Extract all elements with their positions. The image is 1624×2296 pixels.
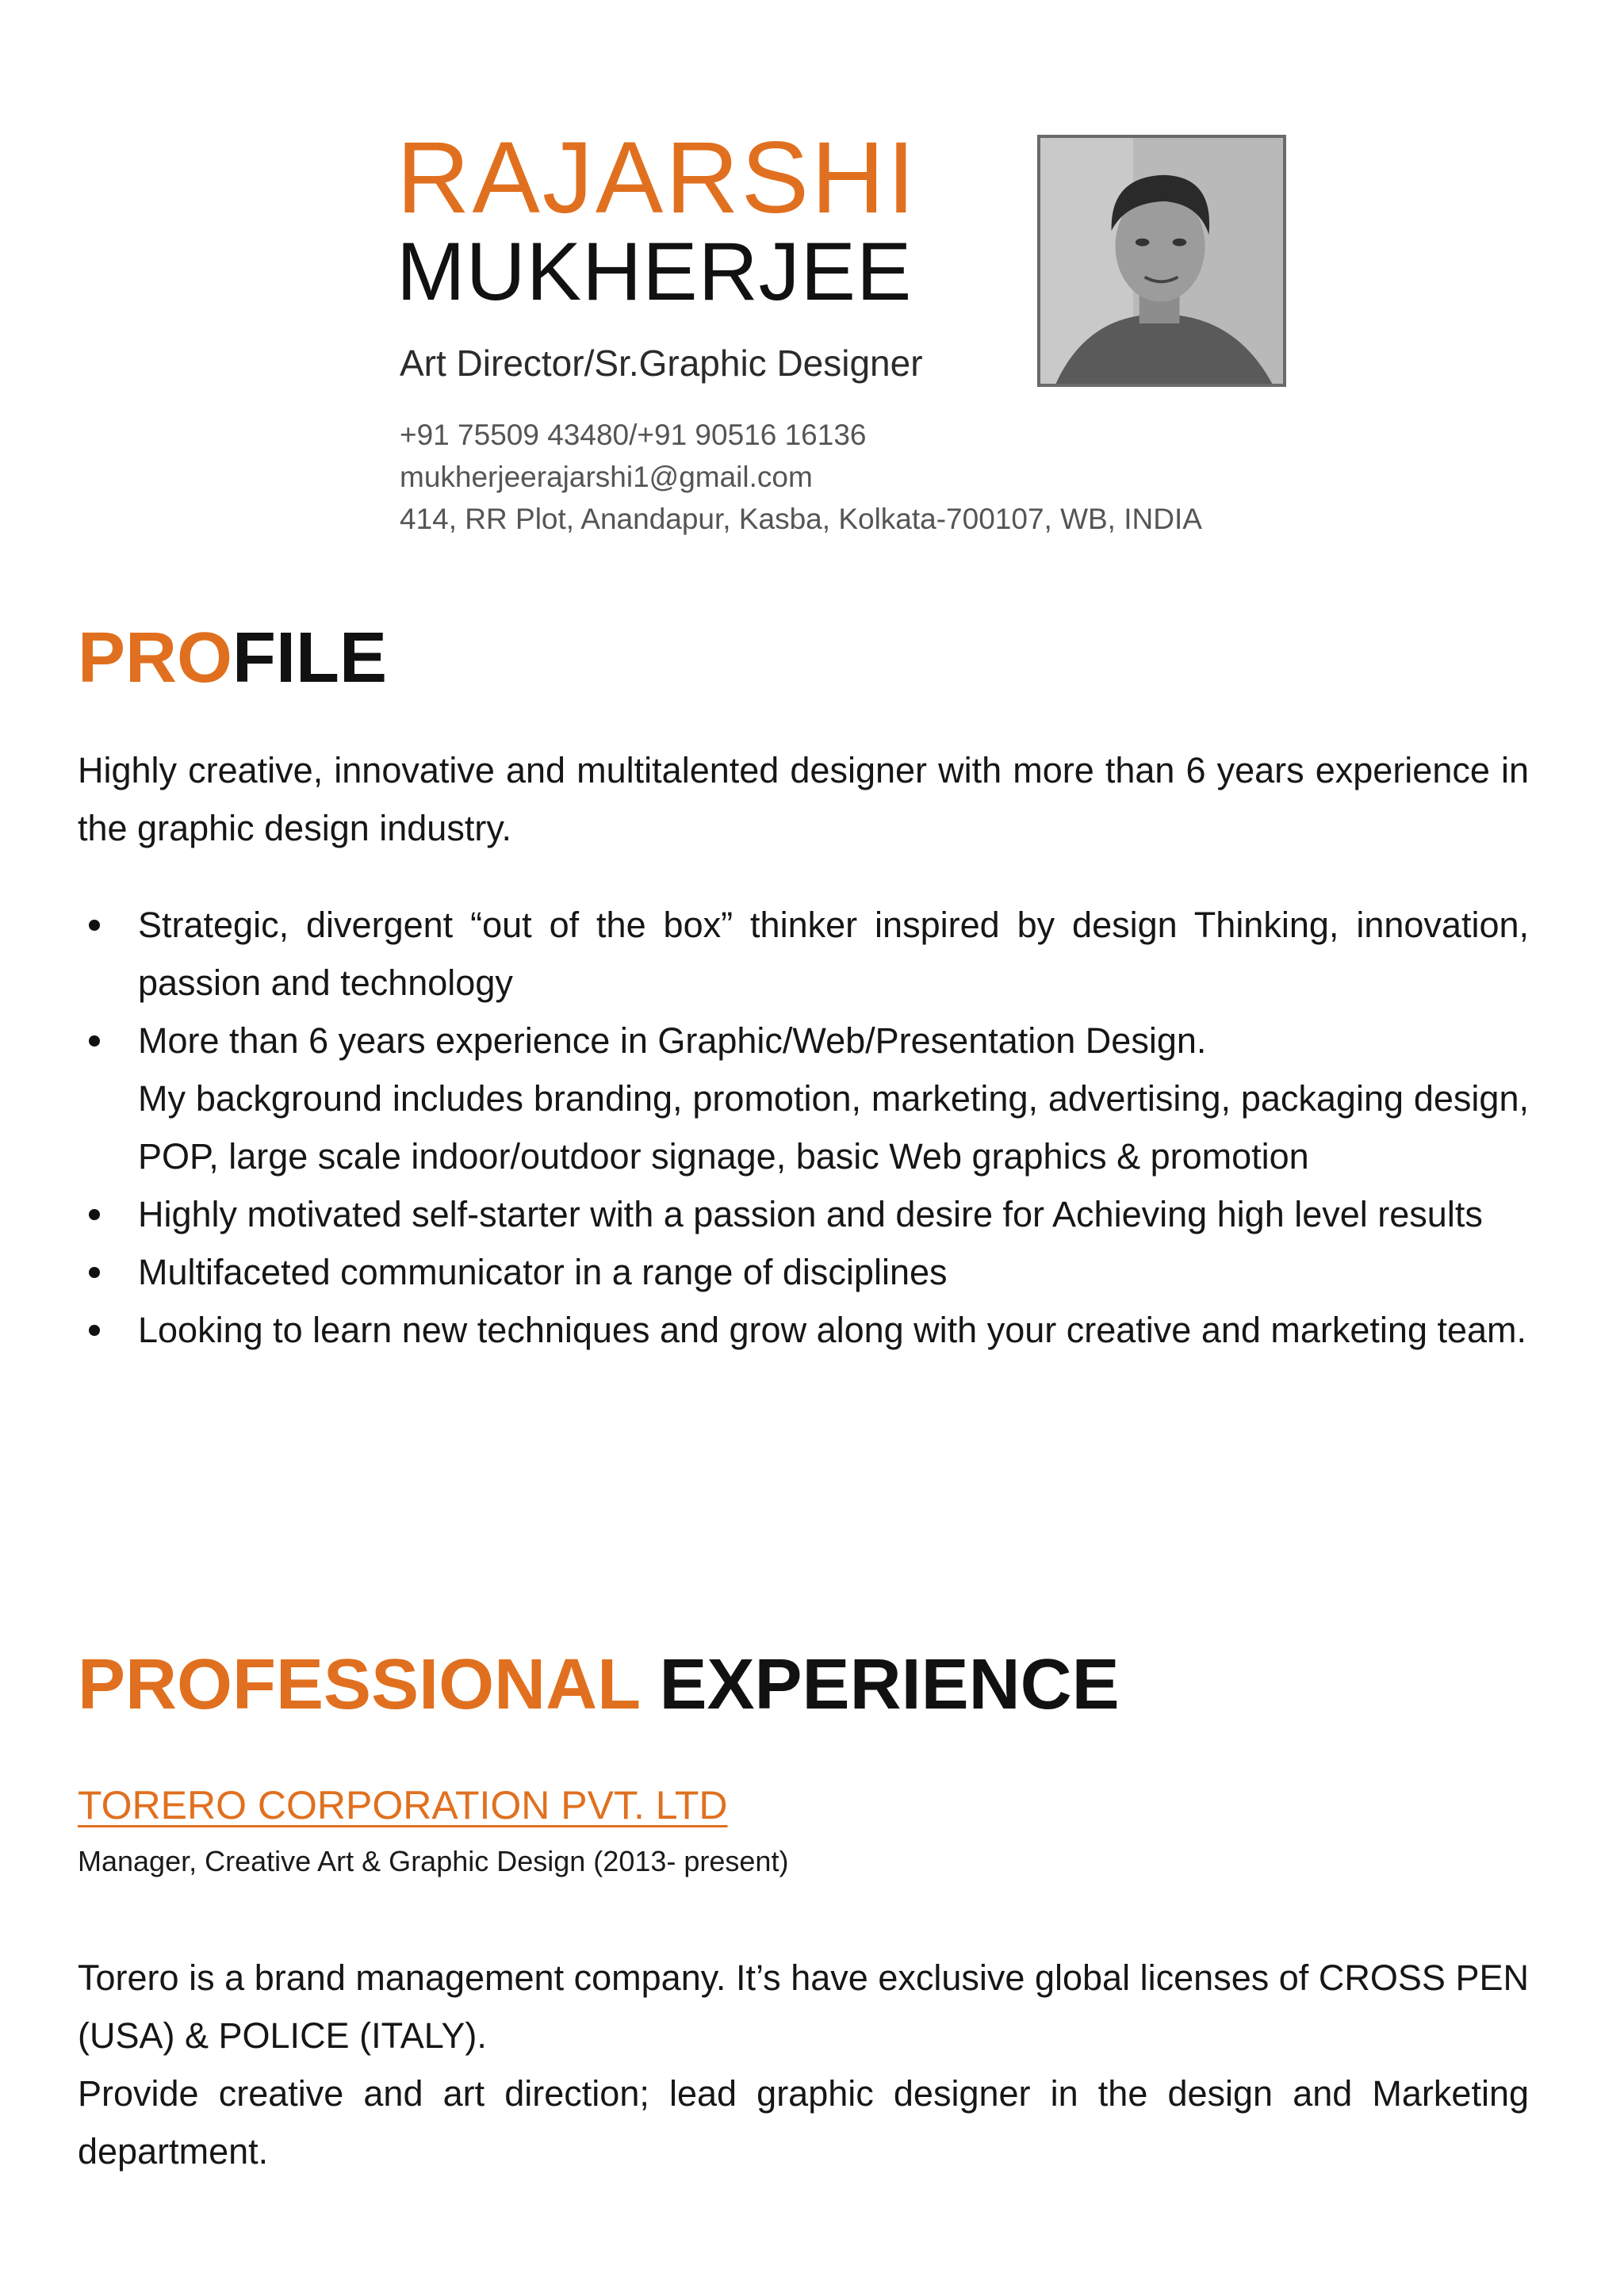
company-description-line: Provide creative and art direction; lead graphic designer in the design and Marketing department.: [78, 2073, 1529, 2172]
bullet-icon: [89, 1325, 100, 1336]
contact-address: 414, RR Plot, Anandapur, Kasba, Kolkata-700107, WB, INDIA: [400, 503, 1202, 535]
bullet-text: More than 6 years experience in Graphic/Web/Presentation Design.: [138, 1020, 1207, 1061]
job-role: Manager, Creative Art & Graphic Design (2013- present): [78, 1845, 789, 1877]
contact-phone: +91 75509 43480/+91 90516 16136: [400, 419, 867, 451]
last-name: MUKHERJEE: [396, 226, 913, 318]
profile-heading: [78, 614, 387, 702]
job-title: Art Director/Sr.Graphic Designer: [400, 342, 923, 384]
bullet-text: Looking to learn new techniques and grow along with your creative and marketing team.: [138, 1310, 1527, 1350]
first-name: RAJARSHI: [396, 121, 917, 235]
bullet-text: Highly motivated self-starter with a passion and desire for Achieving high level results: [138, 1194, 1483, 1234]
bullet-text: Multifaceted communicator in a range of disciplines: [138, 1252, 948, 1292]
profile-bullet-list: [78, 896, 1529, 1359]
resume-header: [396, 121, 1300, 539]
company-description-line: Torero is a brand management company. It’s have exclusive global licenses of CROSS PEN (USA) & POLICE (ITALY).: [78, 1957, 1529, 2056]
contact-email[interactable]: mukherjeerajarshi1@gmail.com: [400, 461, 813, 493]
profile-photo: [1037, 135, 1286, 387]
company-name-link[interactable]: TORERO CORPORATION PVT. LTD: [78, 1783, 728, 1827]
portrait-image: [1040, 138, 1283, 384]
list-item: [78, 1243, 1529, 1301]
bullet-text: Strategic, divergent “out of the box” thinker inspired by design Thinking, innovation, passion and technology: [138, 905, 1529, 1003]
profile-intro: Highly creative, innovative and multitalented designer with more than 6 years experience in the graphic design industry.: [78, 750, 1529, 848]
bullet-icon: [89, 1209, 100, 1220]
experience-heading-rest: EXPERIENCE: [659, 1645, 1120, 1724]
bullet-icon: [89, 920, 100, 931]
company-description: [78, 1949, 1529, 2180]
list-item: [78, 1012, 1529, 1185]
list-item: [78, 896, 1529, 1012]
experience-heading: [78, 1641, 1120, 1728]
bullet-icon: [89, 1267, 100, 1278]
experience-heading-accent: PROFESSIONAL: [78, 1645, 640, 1724]
list-item: [78, 1301, 1529, 1359]
profile-heading-accent: PRO: [78, 618, 233, 698]
bullet-icon: [89, 1035, 100, 1047]
list-item: [78, 1185, 1529, 1243]
profile-heading-rest: FILE: [232, 618, 388, 698]
bullet-text: My background includes branding, promotion, marketing, advertising, packaging design, POP, large scale indoor/outdoor signage, basic Web graphics & promotion: [138, 1078, 1529, 1177]
contact-block: [400, 414, 1202, 540]
